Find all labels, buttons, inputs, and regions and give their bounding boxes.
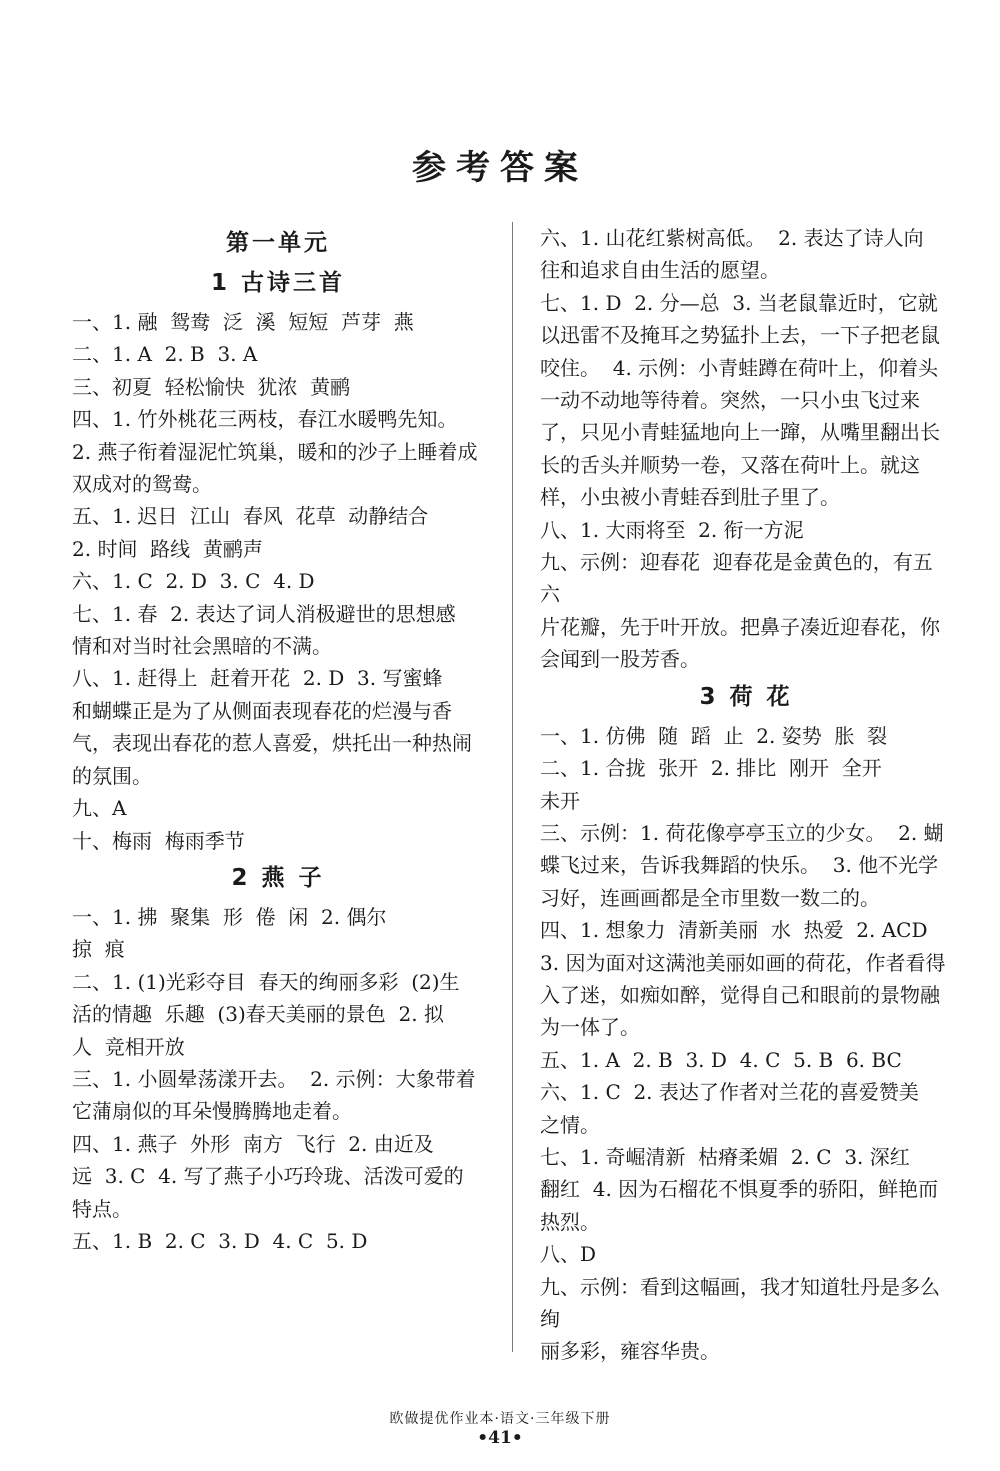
answer-line: 双成对的鸳鸯。 bbox=[72, 472, 212, 497]
answer-line: 热烈。 bbox=[540, 1209, 600, 1234]
answer-line: 四、1. 燕子 外形 南方 飞行 2. 由近及 bbox=[72, 1131, 434, 1156]
answer-line: 九、示例：看到这幅画，我才知道牡丹是多么绚 bbox=[540, 1274, 940, 1331]
section-heading: 第一单元 bbox=[226, 230, 330, 256]
answer-line: 五、1. A 2. B 3. D 4. C 5. B 6. BC bbox=[540, 1047, 902, 1072]
answer-line: 一、1. 仿佛 随 蹈 止 2. 姿势 胀 裂 bbox=[540, 723, 888, 748]
answer-line: 五、1. 迟日 江山 春风 花草 动静结合 bbox=[72, 504, 429, 529]
right-column bbox=[540, 222, 952, 1368]
answer-line: 四、1. 竹外桃花三两枝，春江水暖鸭先知。 bbox=[72, 407, 458, 432]
answer-line: 了，只见小青蛙猛地向上一蹿，从嘴里翻出长 bbox=[540, 420, 940, 445]
answer-line: 习好，连画画都是全市里数一数二的。 bbox=[540, 885, 880, 910]
answer-line: 三、1. 小圆晕荡漾开去。 2. 示例：大象带着 bbox=[72, 1066, 476, 1091]
answer-line: 二、1. 合拢 张开 2. 排比 刚开 全开 bbox=[540, 756, 882, 781]
answer-line: 蝶飞过来，告诉我舞蹈的快乐。 3. 他不光学 bbox=[540, 853, 939, 878]
answer-line: 未开 bbox=[540, 788, 580, 813]
answer-line: 之情。 bbox=[540, 1112, 600, 1137]
answer-line: 八、1. 赶得上 赶着开花 2. D 3. 写蜜蜂 bbox=[72, 666, 443, 691]
section-heading: 3 荷 花 bbox=[699, 683, 793, 710]
answer-line: 咬住。 4. 示例：小青蛙蹲在荷叶上，仰着头 bbox=[540, 355, 939, 380]
page-title: 参考答案 bbox=[412, 148, 588, 188]
answer-line: 五、1. B 2. C 3. D 4. C 5. D bbox=[72, 1228, 368, 1253]
answer-line: 3. 因为面对这满池美丽如画的荷花，作者看得 bbox=[540, 950, 946, 975]
column-divider bbox=[512, 222, 513, 1352]
answer-line: 情和对当时社会黑暗的不满。 bbox=[72, 634, 332, 659]
answer-line: 九、示例：迎春花 迎春花是金黄色的，有五六 bbox=[540, 550, 933, 607]
answer-line: 片花瓣，先于叶开放。把鼻子凑近迎春花，你 bbox=[540, 614, 940, 639]
answer-line: 掠 痕 bbox=[72, 937, 125, 962]
answer-line: 六、1. C 2. 表达了作者对兰花的喜爱赞美 bbox=[540, 1080, 919, 1105]
answer-line: 往和追求自由生活的愿望。 bbox=[540, 258, 780, 283]
answer-line: 2. 燕子衔着湿泥忙筑巢，暖和的沙子上睡着成 bbox=[72, 439, 478, 464]
answer-line: 的氛围。 bbox=[72, 763, 152, 788]
answer-line: 七、1. D 2. 分—总 3. 当老鼠靠近时，它就 bbox=[540, 290, 938, 315]
answer-line: 三、示例：1. 荷花像亭亭玉立的少女。 2. 蝴 bbox=[540, 820, 944, 845]
answer-line: 人 竞相开放 bbox=[72, 1034, 185, 1059]
answer-line: 六、1. C 2. D 3. C 4. D bbox=[72, 569, 315, 594]
answer-line: 八、D bbox=[540, 1242, 597, 1267]
answer-line: 一动不动地等待着。突然，一只小虫飞过来 bbox=[540, 388, 920, 413]
answer-line: 一、1. 融 鸳鸯 泛 溪 短短 芦芽 燕 bbox=[72, 310, 414, 334]
answer-line: 九、A bbox=[72, 796, 127, 821]
answer-line: 十、梅雨 梅雨季节 bbox=[72, 828, 245, 853]
answer-line: 六、1. 山花红紫树高低。 2. 表达了诗人向 bbox=[540, 226, 924, 250]
answer-line: 四、1. 想象力 清新美丽 水 热爱 2. ACD bbox=[540, 918, 928, 943]
answer-line: 气，表现出春花的惹人喜爱，烘托出一种热闹 bbox=[72, 731, 472, 756]
answer-line: 二、1. A 2. B 3. A bbox=[72, 342, 258, 367]
answer-line: 样，小虫被小青蛙吞到肚子里了。 bbox=[540, 485, 840, 510]
answer-line: 以迅雷不及掩耳之势猛扑上去，一下子把老鼠 bbox=[540, 323, 940, 348]
answer-line: 会闻到一股芳香。 bbox=[540, 647, 700, 672]
answer-line: 七、1. 春 2. 表达了词人消极避世的思想感 bbox=[72, 601, 456, 626]
answer-line: 七、1. 奇崛清新 枯瘠柔媚 2. C 3. 深红 bbox=[540, 1144, 910, 1169]
answer-line: 长的舌头并顺势一卷，又落在荷叶上。就这 bbox=[540, 452, 920, 477]
answer-line: 为一体了。 bbox=[540, 1015, 640, 1040]
answer-line: 和蝴蝶正是为了从侧面表现春花的烂漫与香 bbox=[72, 698, 452, 723]
answer-line: 丽多彩，雍容华贵。 bbox=[540, 1339, 720, 1364]
answer-line: 特点。 bbox=[72, 1196, 132, 1221]
answer-line: 活的情趣 乐趣 (3)春天美丽的景色 2. 拟 bbox=[72, 1002, 444, 1027]
answer-line: 二、1. (1)光彩夺目 春天的绚丽多彩 (2)生 bbox=[72, 969, 460, 994]
answer-line: 2. 时间 路线 黄鹂声 bbox=[72, 536, 263, 561]
answer-line: 三、初夏 轻松愉快 犹浓 黄鹂 bbox=[72, 374, 351, 399]
answer-line: 入了迷，如痴如醉，觉得自己和眼前的景物融 bbox=[540, 982, 940, 1007]
answer-line: 一、1. 拂 聚集 形 倦 闲 2. 偶尔 bbox=[72, 904, 387, 929]
footer-book-title: 欧做提优作业本·语文·三年级下册 bbox=[389, 1411, 611, 1427]
answer-line: 远 3. C 4. 写了燕子小巧玲珑、活泼可爱的 bbox=[72, 1164, 464, 1189]
section-heading: 1 古诗三首 bbox=[210, 270, 345, 296]
answer-line: 它蒲扇似的耳朵慢腾腾地走着。 bbox=[72, 1099, 352, 1124]
answer-line: 八、1. 大雨将至 2. 衔一方泥 bbox=[540, 517, 804, 542]
section-heading: 2 燕 子 bbox=[231, 864, 325, 891]
answer-line: 翻红 4. 因为石榴花不惧夏季的骄阳，鲜艳而 bbox=[540, 1177, 939, 1202]
left-column bbox=[72, 222, 484, 1257]
page-number: •41• bbox=[477, 1428, 523, 1448]
